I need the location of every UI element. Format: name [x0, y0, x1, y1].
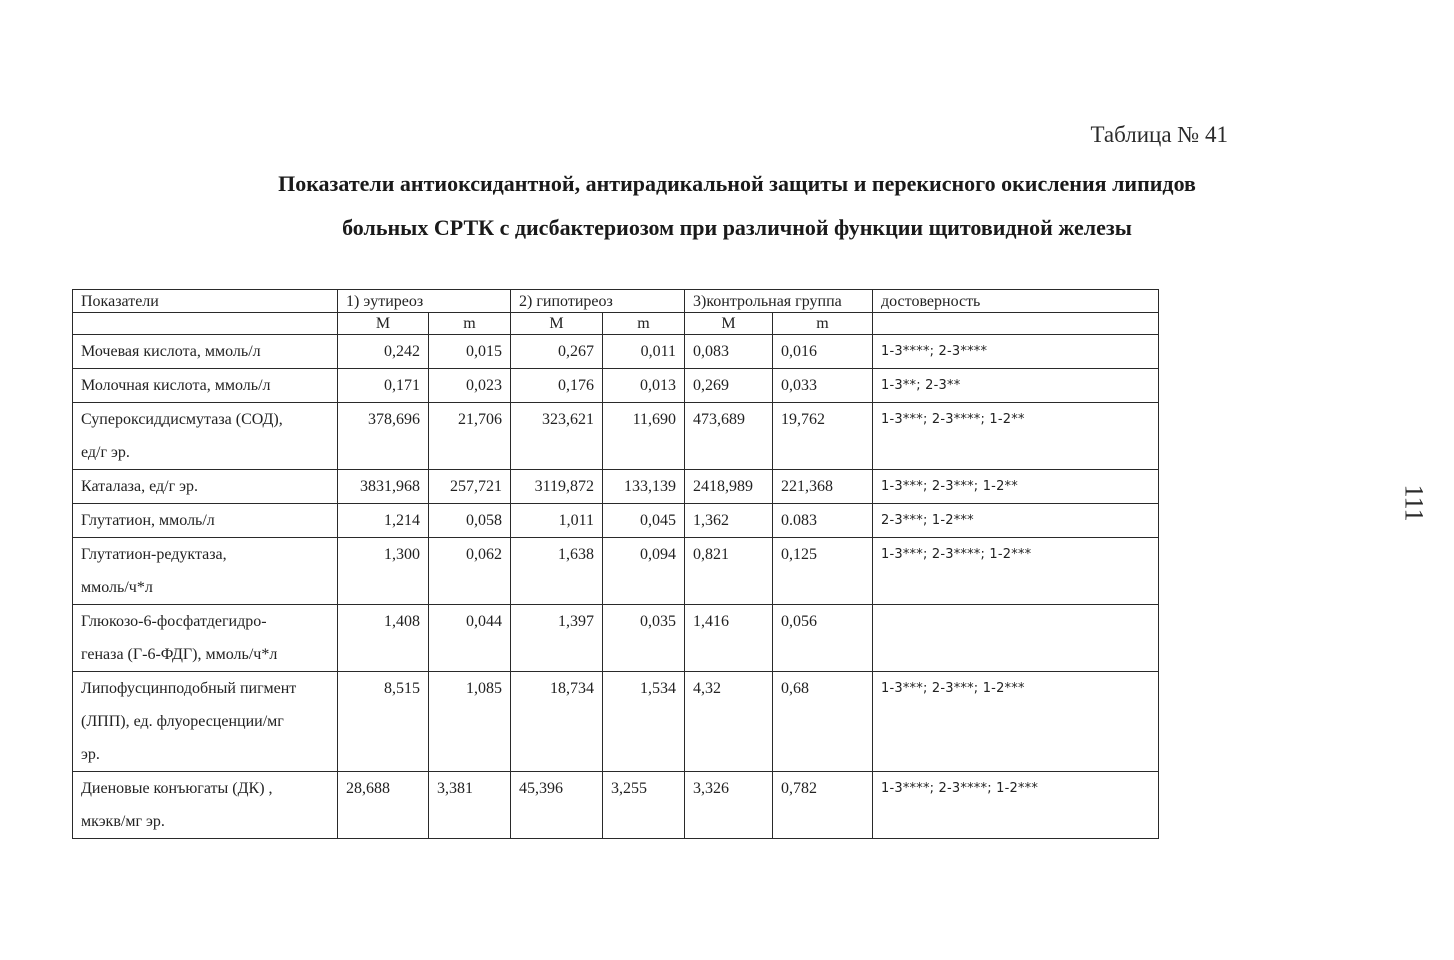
cell-g1M: 3831,968 — [338, 470, 429, 504]
table-row — [73, 369, 1159, 403]
cell-significance — [873, 605, 1159, 672]
cell-g3m: 0,68 — [773, 672, 873, 772]
row-indicator-name — [73, 672, 338, 772]
cell-g1m: 0,044 — [429, 605, 511, 672]
cell-g3M: 1,416 — [685, 605, 773, 672]
cell-g2M: 0,176 — [511, 369, 603, 403]
table-row — [73, 504, 1159, 538]
subheader-g3-M: М — [685, 313, 773, 335]
cell-significance: 1-3***; 2-3****; 1-2** — [873, 403, 1159, 470]
cell-g2M: 45,396 — [511, 772, 603, 839]
cell-g3M: 1,362 — [685, 504, 773, 538]
header-group2: 2) гипотиреоз — [511, 290, 685, 313]
subheader-empty — [73, 313, 338, 335]
subheader-empty-sig — [873, 313, 1159, 335]
cell-g3m: 0,016 — [773, 335, 873, 369]
cell-g2M: 1,011 — [511, 504, 603, 538]
indicator-name-line: Молочная кислота, ммоль/л — [81, 377, 271, 394]
table-row — [73, 538, 1159, 605]
indicator-name-line: (ЛПП), ед. флуоресценции/мг — [81, 713, 284, 730]
cell-significance: 1-3**; 2-3** — [873, 369, 1159, 403]
page-number: 111 — [1399, 484, 1429, 522]
indicator-name-line: геназа (Г-6-ФДГ), ммоль/ч*л — [81, 646, 278, 663]
cell-g1M: 0,242 — [338, 335, 429, 369]
cell-g3m: 19,762 — [773, 403, 873, 470]
table-number: Таблица № 41 — [1090, 122, 1228, 147]
table-row — [73, 335, 1159, 369]
cell-g3M: 0,821 — [685, 538, 773, 605]
cell-g3m: 0,056 — [773, 605, 873, 672]
cell-significance: 1-3***; 2-3****; 1-2*** — [873, 538, 1159, 605]
table-title-line-1: Показатели антиоксидантной, антирадикальной защиты и перекисного окисления липидов — [278, 171, 1196, 196]
subheader-g1-m: m — [429, 313, 511, 335]
indicator-name-line: Глутатион, ммоль/л — [81, 512, 215, 529]
cell-g3m: 0,033 — [773, 369, 873, 403]
table-row — [73, 403, 1159, 470]
subheader-g2-M: М — [511, 313, 603, 335]
cell-g1M: 0,171 — [338, 369, 429, 403]
header-group1: 1) эутиреоз — [338, 290, 511, 313]
cell-g1m: 0,062 — [429, 538, 511, 605]
table-row — [73, 470, 1159, 504]
indicator-name-line: Каталаза, ед/г эр. — [81, 478, 198, 495]
row-indicator-name — [73, 335, 338, 369]
table-row — [73, 605, 1159, 672]
cell-g2M: 0,267 — [511, 335, 603, 369]
cell-g3M: 2418,989 — [685, 470, 773, 504]
indicator-name-line: Глюкозо-6-фосфатдегидро- — [81, 613, 267, 630]
cell-g2M: 3119,872 — [511, 470, 603, 504]
cell-g3m: 0,125 — [773, 538, 873, 605]
subheader-g2-m: m — [603, 313, 685, 335]
cell-g3M: 3,326 — [685, 772, 773, 839]
row-indicator-name — [73, 403, 338, 470]
indicator-name-line: эр. — [81, 746, 100, 763]
cell-g3M: 473,689 — [685, 403, 773, 470]
cell-g1m: 0,015 — [429, 335, 511, 369]
cell-g1m: 257,721 — [429, 470, 511, 504]
subheader-row — [73, 313, 1159, 335]
cell-g3m: 221,368 — [773, 470, 873, 504]
cell-g2M: 323,621 — [511, 403, 603, 470]
cell-g1m: 0,058 — [429, 504, 511, 538]
cell-g2M: 18,734 — [511, 672, 603, 772]
cell-g1m: 3,381 — [429, 772, 511, 839]
row-indicator-name — [73, 538, 338, 605]
header-indicator: Показатели — [73, 290, 338, 313]
cell-g1M: 378,696 — [338, 403, 429, 470]
indicator-name-line: Диеновые конъюгаты (ДК) , — [81, 780, 273, 797]
row-indicator-name — [73, 369, 338, 403]
cell-significance: 1-3****; 2-3****; 1-2*** — [873, 772, 1159, 839]
table-title-line-2: больных СРТК с дисбактериозом при различной функции щитовидной железы — [342, 215, 1132, 240]
header-significance: достоверность — [873, 290, 1159, 313]
subheader-g1-M: М — [338, 313, 429, 335]
indicator-name-line: Глутатион-редуктаза, — [81, 546, 227, 563]
cell-g1m: 21,706 — [429, 403, 511, 470]
cell-g3M: 0,083 — [685, 335, 773, 369]
row-indicator-name — [73, 772, 338, 839]
cell-g3M: 0,269 — [685, 369, 773, 403]
indicator-name-line: Липофусцинподобный пигмент — [81, 680, 297, 697]
cell-g2m: 0,094 — [603, 538, 685, 605]
cell-significance: 2-3***; 1-2*** — [873, 504, 1159, 538]
cell-g2M: 1,638 — [511, 538, 603, 605]
indicator-name-line: Мочевая кислота, ммоль/л — [81, 343, 261, 360]
subheader-g3-m: m — [773, 313, 873, 335]
header-group3: 3)контрольная группа — [685, 290, 873, 313]
row-indicator-name — [73, 470, 338, 504]
cell-g2m: 0,013 — [603, 369, 685, 403]
indicator-name-line: Супероксиддисмутаза (СОД), — [81, 411, 283, 428]
cell-significance: 1-3***; 2-3***; 1-2*** — [873, 672, 1159, 772]
cell-significance: 1-3****; 2-3**** — [873, 335, 1159, 369]
row-indicator-name — [73, 504, 338, 538]
table-row — [73, 672, 1159, 772]
header-row — [73, 290, 1159, 313]
cell-g2m: 0,045 — [603, 504, 685, 538]
cell-g2m: 1,534 — [603, 672, 685, 772]
indicator-name-line: ед/г эр. — [81, 444, 130, 461]
cell-g1m: 1,085 — [429, 672, 511, 772]
table-row — [73, 772, 1159, 839]
indicator-name-line: мкэкв/мг эр. — [81, 813, 165, 830]
cell-g2M: 1,397 — [511, 605, 603, 672]
cell-g1M: 1,408 — [338, 605, 429, 672]
cell-g1M: 8,515 — [338, 672, 429, 772]
cell-g1M: 1,300 — [338, 538, 429, 605]
indicator-name-line: ммоль/ч*л — [81, 579, 153, 596]
cell-g3m: 0.083 — [773, 504, 873, 538]
row-indicator-name — [73, 605, 338, 672]
cell-g3M: 4,32 — [685, 672, 773, 772]
cell-significance: 1-3***; 2-3***; 1-2** — [873, 470, 1159, 504]
data-table — [72, 289, 1159, 839]
cell-g1M: 28,688 — [338, 772, 429, 839]
cell-g2m: 11,690 — [603, 403, 685, 470]
cell-g2m: 133,139 — [603, 470, 685, 504]
cell-g2m: 0,035 — [603, 605, 685, 672]
cell-g2m: 3,255 — [603, 772, 685, 839]
cell-g3m: 0,782 — [773, 772, 873, 839]
cell-g1m: 0,023 — [429, 369, 511, 403]
cell-g1M: 1,214 — [338, 504, 429, 538]
cell-g2m: 0,011 — [603, 335, 685, 369]
